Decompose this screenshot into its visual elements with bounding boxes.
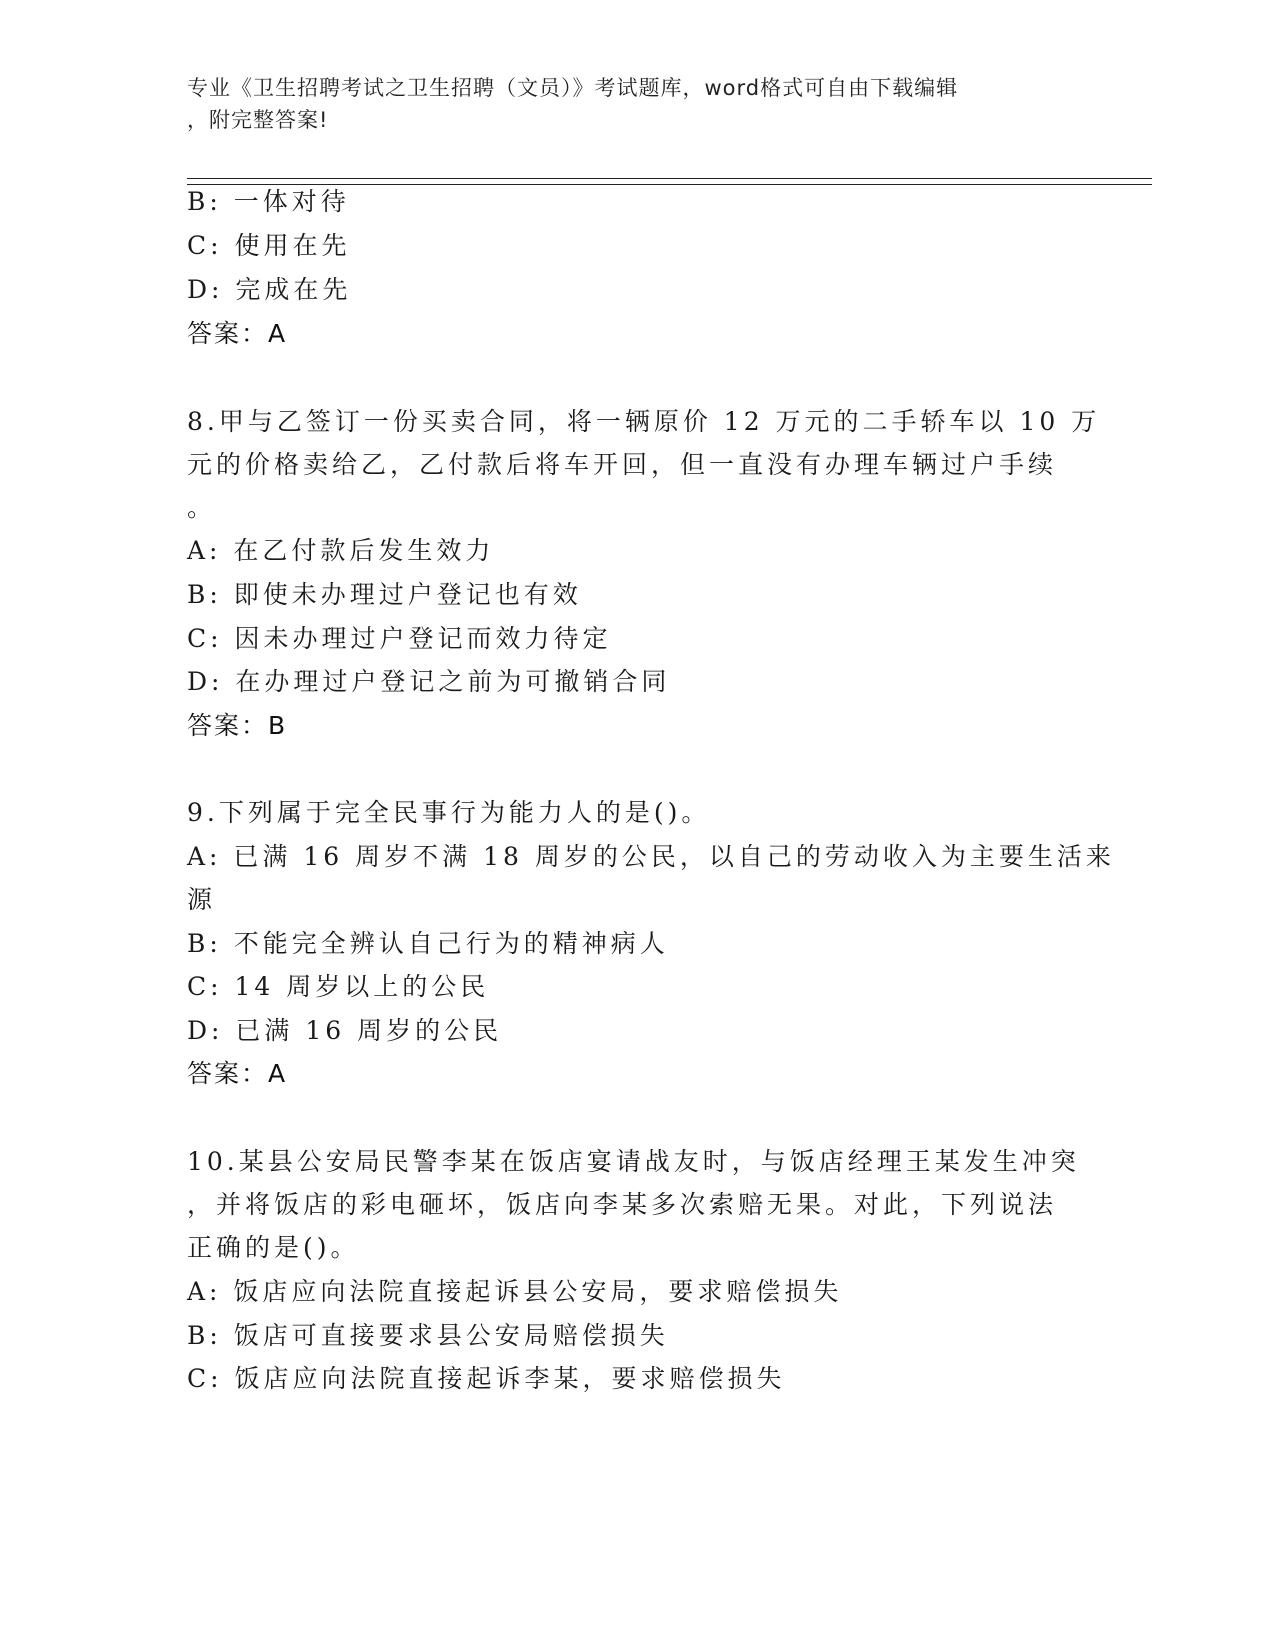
- q10-option-a: A: 饭店应向法院直接起诉县公安局，要求赔偿损失: [187, 1277, 843, 1306]
- q8-option-d: D: 在办理过户登记之前为可撤销合同: [187, 667, 671, 696]
- q9-answer: 答案：A: [187, 1059, 288, 1088]
- q7-option-c: C: 使用在先: [187, 231, 351, 260]
- q7-option-b: B: 一体对待: [187, 187, 350, 216]
- q10-option-b: B: 饭店可直接要求县公安局赔偿损失: [187, 1321, 669, 1350]
- q10-option-c: C: 饭店应向法院直接起诉李某，要求赔偿损失: [187, 1364, 786, 1393]
- q9-stem: 9.下列属于完全民事行为能力人的是()。: [187, 798, 711, 827]
- q8-option-b: B: 即使未办理过户登记也有效: [187, 580, 582, 609]
- q9-option-d: D: 已满 16 周岁的公民: [187, 1016, 503, 1045]
- document-header: [187, 72, 1067, 136]
- q8-answer: 答案：B: [187, 711, 288, 740]
- q7-option-d: D: 完成在先: [187, 275, 352, 304]
- q8-option-a: A: 在乙付款后发生效力: [187, 536, 495, 565]
- q10-stem-line-1: 10.某县公安局民警李某在饭店宴请战友时，与饭店经理王某发生冲突: [187, 1147, 1080, 1176]
- q10-stem-line-3: 正确的是()。: [187, 1233, 360, 1262]
- q8-stem-line-1: 8.甲与乙签订一份买卖合同，将一辆原价 12 万元的二手轿车以 10 万: [187, 407, 1101, 436]
- q9-option-a-line-1: A: 已满 16 周岁不满 18 周岁的公民，以自己的劳动收入为主要生活来: [187, 842, 1115, 871]
- header-line-2: ，附完整答案!: [187, 108, 329, 132]
- q8-option-c: C: 因未办理过户登记而效力待定: [187, 624, 612, 653]
- header-line-1: 专业《卫生招聘考试之卫生招聘（文员）》考试题库，word格式可自由下载编辑: [187, 76, 959, 100]
- header-divider: [187, 178, 1152, 185]
- q8-stem-line-3: 。: [187, 493, 217, 522]
- q10-stem-line-2: ，并将饭店的彩电砸坏，饭店向李某多次索赔无果。对此，下列说法: [187, 1190, 1058, 1219]
- q8-stem-line-2: 元的价格卖给乙，乙付款后将车开回，但一直没有办理车辆过户手续: [187, 450, 1058, 479]
- q9-option-c: C: 14 周岁以上的公民: [187, 972, 490, 1001]
- q9-option-a-line-2: 源: [187, 885, 217, 914]
- q9-option-b: B: 不能完全辨认自己行为的精神病人: [187, 929, 669, 958]
- q7-answer: 答案：A: [187, 319, 288, 348]
